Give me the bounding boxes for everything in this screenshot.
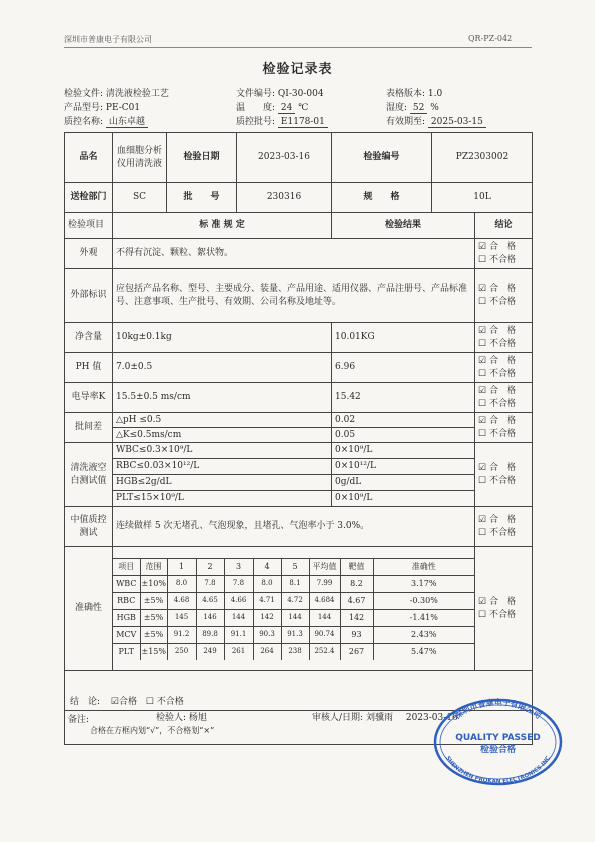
fail-checkbox[interactable]: ☐ — [478, 527, 487, 538]
accuracy-cell: ±10% — [140, 575, 167, 592]
fail-checkbox[interactable]: ☐ — [478, 609, 487, 620]
spec-label: 规 格 — [332, 183, 432, 213]
accuracy-cell: 8.0 — [253, 575, 281, 592]
label-item-label: 外部标识 — [65, 269, 113, 323]
accuracy-cell: RBC — [113, 592, 140, 609]
batchdiff-conclusion — [475, 413, 533, 443]
result-header: 检验结果 — [332, 213, 475, 239]
accuracy-cell: PLT — [113, 643, 140, 660]
label-item-standard: 应包括产品名称、型号、主要成分、装量、产品用途、适用仪器、产品注册号、产品标准号、注意事项、生产批号、有效期、公司名称及地址等。 — [113, 269, 475, 323]
temperature-unit: ℃ — [298, 103, 309, 113]
accuracy-cell: 89.8 — [196, 626, 224, 643]
qc-name-meta — [64, 114, 148, 127]
fail-checkbox[interactable]: ☐ — [478, 338, 487, 349]
pass-label: 合 格 — [488, 242, 516, 253]
pass-label: 合 格 — [488, 515, 516, 526]
accuracy-row — [113, 626, 474, 643]
accuracy-cell: 144 — [309, 609, 340, 626]
product-value: 血细胞分析仪用清洗液 — [113, 133, 167, 183]
accuracy-cell: 2.43% — [373, 626, 474, 643]
accuracy-cell: 93 — [340, 626, 373, 643]
temperature-value: 24 — [278, 103, 295, 114]
accuracy-header-cell: 5 — [281, 558, 309, 575]
inspect-date-label: 检验日期 — [167, 133, 237, 183]
expiry-label: 有效期至: — [386, 117, 426, 127]
accuracy-cell: 250 — [167, 643, 196, 660]
svg-text:SHENZHEN PROKAN ELECTRONICS IN — [444, 755, 552, 785]
accuracy-cell: 4.684 — [309, 592, 340, 609]
pass-checkbox[interactable]: ☑ — [478, 463, 487, 474]
accuracy-cell: 146 — [196, 609, 224, 626]
header-divider — [64, 47, 532, 48]
accuracy-cell: 7.8 — [196, 575, 224, 592]
doc-meta — [64, 86, 169, 99]
fail-label: 不合格 — [488, 368, 516, 379]
accuracy-header-cell: 项目 — [113, 558, 140, 575]
file-no-label: 文件编号: — [236, 89, 276, 99]
quality-passed-stamp — [432, 696, 564, 786]
company-header: 深圳市普康电子有限公司 — [64, 35, 152, 44]
fail-checkbox[interactable]: ☐ — [478, 398, 487, 409]
accuracy-cell: 4.66 — [224, 592, 253, 609]
expiry-value: 2025-03-15 — [428, 117, 486, 128]
pass-label: 合 格 — [488, 356, 516, 367]
expiry-meta — [386, 114, 486, 127]
accuracy-conclusion — [475, 547, 533, 671]
accuracy-cell: 4.65 — [196, 592, 224, 609]
accuracy-row — [113, 592, 474, 609]
pass-label: 合 格 — [488, 326, 516, 337]
form-version-label: 表格版本: — [386, 89, 426, 99]
blank-std-hgb: HGB≤2g/dL — [113, 475, 332, 491]
accuracy-cell: 91.1 — [224, 626, 253, 643]
stamp-mid-cn: 检验合格 — [479, 745, 517, 755]
accuracy-row — [113, 575, 474, 592]
dept-label: 送检部门 — [65, 183, 113, 213]
batchdiff-res-1: 0.02 — [332, 413, 475, 428]
inspector — [156, 710, 207, 723]
conductivity-standard: 15.5±0.5 ms/cm — [113, 383, 332, 413]
appearance-standard: 不得有沉淀、颗粒、絮状物。 — [113, 239, 475, 269]
reviewer-label: 审核人/日期: — [312, 713, 364, 723]
qc-name-label: 质控名称: — [64, 117, 104, 127]
accuracy-cell: 238 — [281, 643, 309, 660]
accuracy-cell: MCV — [113, 626, 140, 643]
accuracy-header-cell: 范围 — [140, 558, 167, 575]
remark-text: 合格在方框内划“√”，不合格划“×” — [90, 726, 215, 736]
accuracy-cell: 144 — [224, 609, 253, 626]
temperature-label: 温 度: — [236, 103, 276, 113]
blank-std-wbc: WBC≤0.3×10⁹/L — [113, 443, 332, 459]
pass-checkbox[interactable]: ☑ — [478, 597, 487, 608]
accuracy-cell: 8.1 — [281, 575, 309, 592]
accuracy-cell: 5.47% — [373, 643, 474, 660]
qc-batch-label: 质控批号: — [236, 117, 276, 127]
accuracy-cell: 91.2 — [167, 626, 196, 643]
net-standard: 10kg±0.1kg — [113, 323, 332, 353]
accuracy-cell: 4.67 — [340, 592, 373, 609]
batch-label: 批 号 — [167, 183, 237, 213]
fail-label: 不合格 — [488, 527, 516, 538]
accuracy-cell: 7.99 — [309, 575, 340, 592]
net-conclusion — [475, 323, 533, 353]
conductivity-conclusion — [475, 383, 533, 413]
final-conclusion — [70, 694, 184, 707]
conductivity-label: 电导率K — [65, 383, 113, 413]
accuracy-cell: 4.72 — [281, 592, 309, 609]
accuracy-cell: 91.3 — [281, 626, 309, 643]
stamp-mid-en: QUALITY PASSED — [455, 733, 541, 743]
fail-label: 不合格 — [488, 296, 516, 307]
page-title: 检验记录表 — [262, 62, 333, 77]
conductivity-result: 15.42 — [332, 383, 475, 413]
fail-checkbox[interactable]: ☐ — [478, 368, 487, 379]
accuracy-cell: 145 — [167, 609, 196, 626]
accuracy-cell: ±15% — [140, 643, 167, 660]
item-header: 检验项目 — [65, 213, 113, 239]
humidity-value: 52 — [410, 103, 427, 114]
accuracy-cell: -1.41% — [373, 609, 474, 626]
qc-batch-meta — [236, 114, 328, 127]
accuracy-cell: 264 — [253, 643, 281, 660]
pass-label: 合 格 — [488, 416, 516, 427]
accuracy-cell: 8.2 — [340, 575, 373, 592]
accuracy-cell: ±5% — [140, 609, 167, 626]
conclusion-header: 结论 — [475, 213, 533, 239]
pass-checkbox[interactable]: ☑ — [478, 515, 487, 526]
pass-label: 合 格 — [488, 597, 516, 608]
form-version-meta — [386, 86, 442, 99]
accuracy-header-cell: 平均值 — [309, 558, 340, 575]
qc-name-value: 山东卓越 — [106, 117, 148, 128]
fail-checkbox[interactable]: ☐ — [478, 254, 487, 265]
fail-checkbox[interactable]: ☐ — [478, 428, 487, 439]
inspector-label: 检验人: — [156, 713, 187, 723]
pass-label: 合 格 — [488, 463, 516, 474]
model-value: PE-C01 — [105, 103, 141, 113]
accuracy-cell: HGB — [113, 609, 140, 626]
stamp-bottom-text: SHENZHEN PROKAN ELECTRONICS INC — [444, 755, 552, 786]
accuracy-cell: ±5% — [140, 592, 167, 609]
median-conclusion — [475, 507, 533, 547]
file-no-meta — [236, 86, 324, 99]
accuracy-header-cell: 靶值 — [340, 558, 373, 575]
blank-label: 清洗液空白测试值 — [65, 443, 113, 507]
blank-std-rbc: RBC≤0.03×10¹²/L — [113, 459, 332, 475]
accuracy-cell: 7.8 — [224, 575, 253, 592]
fail-label: 不合格 — [488, 475, 516, 486]
inspector-value: 杨旭 — [188, 713, 207, 723]
accuracy-table — [113, 558, 474, 660]
appearance-label: 外观 — [65, 239, 113, 269]
standard-header: 标 准 规 定 — [113, 213, 332, 239]
batchdiff-res-2: 0.05 — [332, 428, 475, 443]
accuracy-cell: ±5% — [140, 626, 167, 643]
accuracy-header-cell: 3 — [224, 558, 253, 575]
pass-checkbox[interactable]: ☑ — [478, 416, 487, 427]
accuracy-cell: 142 — [340, 609, 373, 626]
pass-label: 合 格 — [488, 386, 516, 397]
humidity-label: 湿度: — [386, 103, 408, 113]
ph-standard: 7.0±0.5 — [113, 353, 332, 383]
model-label: 产品型号: — [64, 103, 104, 113]
pass-checkbox[interactable]: ☑ — [478, 356, 487, 367]
fail-label: 不合格 — [488, 254, 516, 265]
final-pass-checkbox[interactable]: ☑合格 — [110, 697, 137, 707]
temperature-meta — [236, 100, 308, 113]
accuracy-cell: 4.71 — [253, 592, 281, 609]
accuracy-cell: 267 — [340, 643, 373, 660]
file-no-value: QI-30-004 — [277, 89, 324, 99]
dept-value: SC — [113, 183, 167, 213]
pass-checkbox[interactable]: ☑ — [478, 326, 487, 337]
accuracy-cell: -0.30% — [373, 592, 474, 609]
inspection-table — [64, 132, 533, 745]
humidity-meta — [386, 100, 439, 113]
median-standard: 连续做样 5 次无堵孔、气泡现象，且堵孔、气泡率小于 3.0%。 — [113, 507, 475, 547]
fail-label: 不合格 — [488, 338, 516, 349]
spec-value: 10L — [432, 183, 533, 213]
accuracy-cell — [113, 547, 475, 671]
fail-checkbox[interactable]: ☐ — [478, 296, 487, 307]
accuracy-cell: 252.4 — [309, 643, 340, 660]
accuracy-cell: 8.0 — [167, 575, 196, 592]
net-result: 10.01KG — [332, 323, 475, 353]
blank-std-plt: PLT≤15×10⁹/L — [113, 491, 332, 507]
fail-label: 不合格 — [488, 609, 516, 620]
fail-label: 不合格 — [488, 398, 516, 409]
accuracy-cell: WBC — [113, 575, 140, 592]
blank-res-hgb: 0g/dL — [332, 475, 475, 491]
accuracy-row — [113, 609, 474, 626]
accuracy-cell: 3.17% — [373, 575, 474, 592]
accuracy-cell: 90.74 — [309, 626, 340, 643]
accuracy-header-cell: 2 — [196, 558, 224, 575]
inspect-no-value: PZ2303002 — [432, 133, 533, 183]
inspect-no-label: 检验编号 — [332, 133, 432, 183]
accuracy-header-cell: 4 — [253, 558, 281, 575]
batch-value: 230316 — [237, 183, 332, 213]
ph-label: PH 值 — [65, 353, 113, 383]
doc-value: 清洗液检验工艺 — [105, 89, 169, 99]
ph-conclusion — [475, 353, 533, 383]
label-item-conclusion — [475, 269, 533, 323]
pass-checkbox[interactable]: ☑ — [478, 242, 487, 253]
accuracy-label: 准确性 — [65, 547, 113, 671]
reviewer-value: 刘骥雨 — [365, 713, 393, 723]
accuracy-cell: 249 — [196, 643, 224, 660]
fail-label: 不合格 — [488, 428, 516, 439]
fail-checkbox[interactable]: ☐ — [478, 475, 487, 486]
accuracy-header-cell: 1 — [167, 558, 196, 575]
form-code: QR-PZ-042 — [468, 34, 513, 43]
blank-conclusion — [475, 443, 533, 507]
pass-checkbox[interactable]: ☑ — [478, 284, 487, 295]
final-fail-checkbox[interactable]: ☐ 不合格 — [145, 697, 184, 707]
remark-label: 备注: — [68, 715, 90, 725]
accuracy-header-row — [113, 558, 474, 575]
accuracy-header-cell: 准确性 — [373, 558, 474, 575]
qc-batch-value: E1178-01 — [278, 117, 328, 128]
net-label: 净含量 — [65, 323, 113, 353]
doc-label: 检验文件: — [64, 89, 104, 99]
stamp-top-text: 深圳市普康电子有限公司 — [452, 698, 544, 721]
accuracy-cell: 90.3 — [253, 626, 281, 643]
final-conclusion-label: 结 论: — [70, 697, 101, 707]
ph-result: 6.96 — [332, 353, 475, 383]
accuracy-cell: 4.68 — [167, 592, 196, 609]
pass-checkbox[interactable]: ☑ — [478, 386, 487, 397]
review-date: 2023-03-16 — [405, 713, 458, 723]
median-label: 中值质控测试 — [65, 507, 113, 547]
pass-label: 合 格 — [488, 284, 516, 295]
inspect-date-value: 2023-03-16 — [237, 133, 332, 183]
batchdiff-std-1: △pH ≤0.5 — [113, 413, 332, 428]
accuracy-cell: 261 — [224, 643, 253, 660]
accuracy-row — [113, 643, 474, 660]
model-meta — [64, 100, 140, 113]
blank-res-wbc: 0×10⁹/L — [332, 443, 475, 459]
accuracy-cell: 142 — [253, 609, 281, 626]
blank-res-rbc: 0×10¹²/L — [332, 459, 475, 475]
humidity-unit: % — [430, 103, 439, 113]
form-version-value: 1.0 — [427, 89, 443, 99]
batchdiff-std-2: △K≤0.5ms/cm — [113, 428, 332, 443]
blank-res-plt: 0×10⁹/L — [332, 491, 475, 507]
svg-text:深圳市普康电子有限公司 — [452, 697, 543, 721]
batchdiff-label: 批间差 — [65, 413, 113, 443]
accuracy-cell: 144 — [281, 609, 309, 626]
appearance-conclusion — [475, 239, 533, 269]
product-label: 品名 — [65, 133, 113, 183]
